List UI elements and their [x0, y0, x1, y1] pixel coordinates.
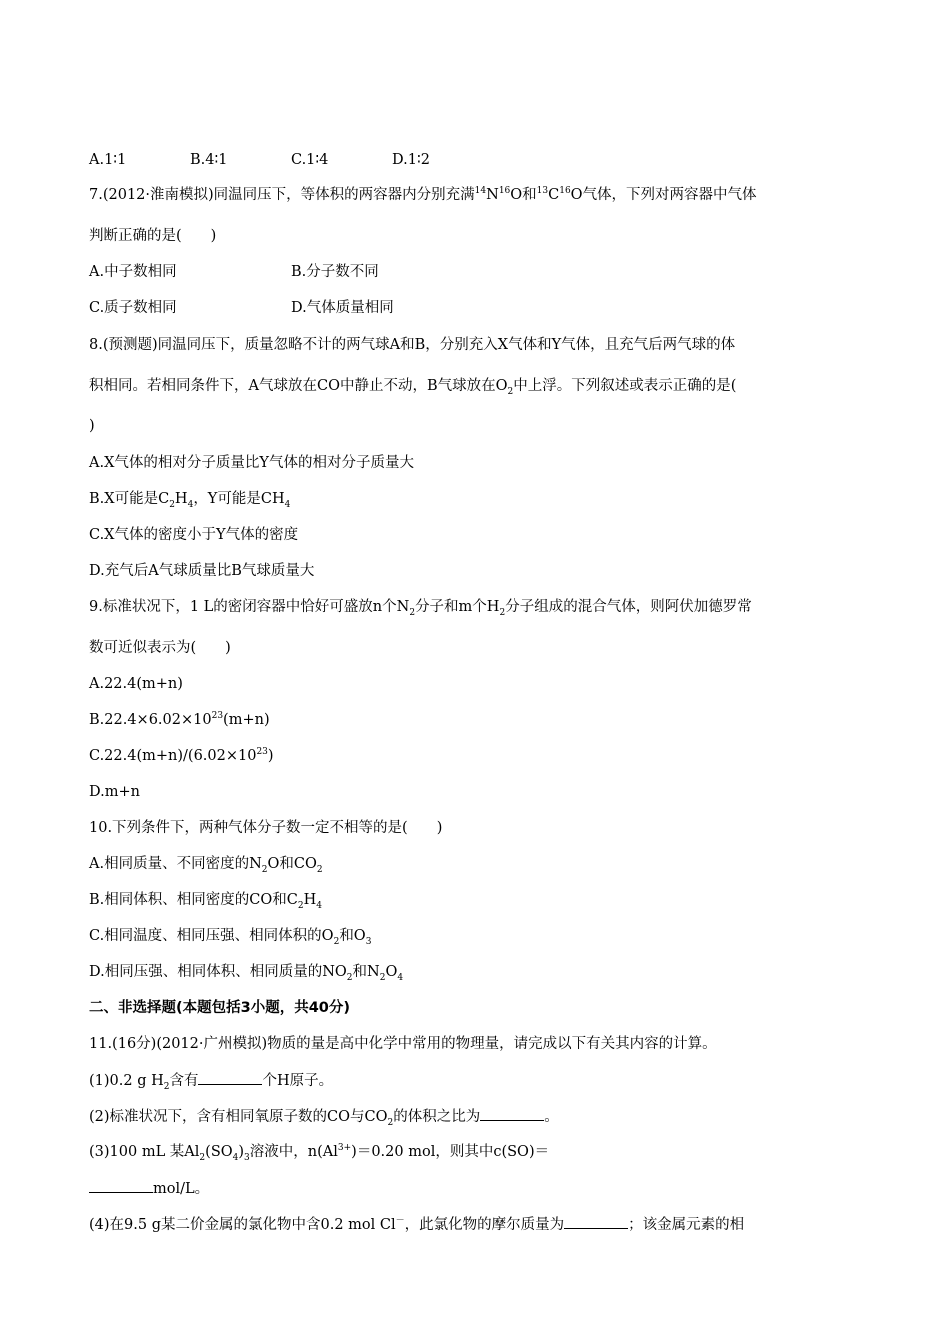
- q8-option-a: A.X气体的相对分子质量比Y气体的相对分子质量大: [89, 455, 414, 471]
- q7-stem: 7.(2012·淮南模拟)同温同压下，等体积的两容器内分别充满$^{14}N^{16}O$和$^{13}C^{16}O$气体，下列对两容器中气体: [89, 186, 757, 203]
- q9-stem-cont: 数可近似表示为( ): [89, 640, 231, 656]
- q7-option-c: C.质子数相同: [89, 300, 177, 316]
- answer-blank[interactable]: [564, 1214, 628, 1229]
- q9-stem: 9.标准状况下，1 L的密闭容器中恰好可盛放n个$N_2$分子和m个$H_2$分子组成的混合气体，则阿伏加德罗常: [89, 599, 752, 618]
- q11-part-3: (3)100 mL 某$Al_2(SO_4)_3$溶液中，$n(Al^{3+})=0.20$ mol，则其中c(SO)＝: [89, 1143, 550, 1163]
- q9-option-b: $B.22.4\times 6.02\times 10^{23}(m+n)$: [89, 711, 270, 728]
- q9-option-d: D.m+n: [89, 784, 140, 800]
- q6-option-a: A.1∶1: [89, 152, 127, 168]
- q11-stem: 11.(16分)(2012·广州模拟)物质的量是高中化学中常用的物理量，请完成以下有关其内容的计算。: [89, 1036, 717, 1052]
- answer-blank[interactable]: [198, 1070, 262, 1085]
- q9-option-a: A.22.4(m+n): [89, 676, 183, 692]
- q11-part-2: (2)标准状况下，含有相同氧原子数的CO与$CO_2$的体积之比为 。: [89, 1106, 559, 1127]
- q8-option-b: B.X可能是$C_2H_4$，Y可能是$CH_4$: [89, 491, 291, 510]
- q11-part-1: (1)0.2 g $H_2$含有 个H原子。: [89, 1070, 333, 1091]
- q9-option-c: $C.22.4(m+n)/(6.02\times 10^{23})$: [89, 747, 274, 764]
- q11-part-4: (4)在9.5 g某二价金属的氯化物中含0.2 mol Cl－，此氯化物的摩尔质量为 ；该金属元素的相: [89, 1214, 744, 1235]
- answer-blank[interactable]: [89, 1178, 153, 1193]
- q7-option-a: A.中子数相同: [89, 264, 177, 280]
- q8-stem-cont: 积相同。若相同条件下，A气球放在CO中静止不动，B气球放在$O_2$中上浮。下列叙述或表示正确的是(: [89, 378, 737, 397]
- q8-stem-close: ): [89, 418, 95, 434]
- section-heading: 二、非选择题(本题包括3小题，共40分): [89, 1000, 351, 1016]
- q7-stem-cont: 判断正确的是( ): [89, 228, 217, 244]
- q8-stem: 8.(预测题)同温同压下，质量忽略不计的两气球A和B，分别充入X气体和Y气体，且充气后两气球的体: [89, 337, 736, 353]
- q10-option-c: C.相同温度、相同压强、相同体积的$O_2$和$O_3$: [89, 928, 372, 947]
- q6-option-d: D.1∶2: [392, 152, 430, 168]
- q8-option-c: C.X气体的密度小于Y气体的密度: [89, 527, 299, 543]
- q7-option-b: B.分子数不同: [291, 264, 379, 280]
- q10-option-d: D.相同压强、相同体积、相同质量的$NO_2$和$N_2O_4$: [89, 964, 404, 983]
- q10-stem: 10.下列条件下，两种气体分子数一定不相等的是( ): [89, 820, 443, 836]
- q10-option-b: B.相同体积、相同密度的CO和$C_2H_4$: [89, 892, 322, 911]
- q8-option-d: D.充气后A气球质量比B气球质量大: [89, 563, 315, 579]
- q6-option-b: B.4∶1: [190, 152, 228, 168]
- answer-blank[interactable]: [480, 1106, 544, 1121]
- q11-part-3-cont: mol/L。: [89, 1178, 209, 1199]
- q6-option-c: C.1∶4: [291, 152, 329, 168]
- q7-option-d: D.气体质量相同: [291, 300, 394, 316]
- q10-option-a: A.相同质量、不同密度的$N_2O$和$CO_2$: [89, 856, 323, 875]
